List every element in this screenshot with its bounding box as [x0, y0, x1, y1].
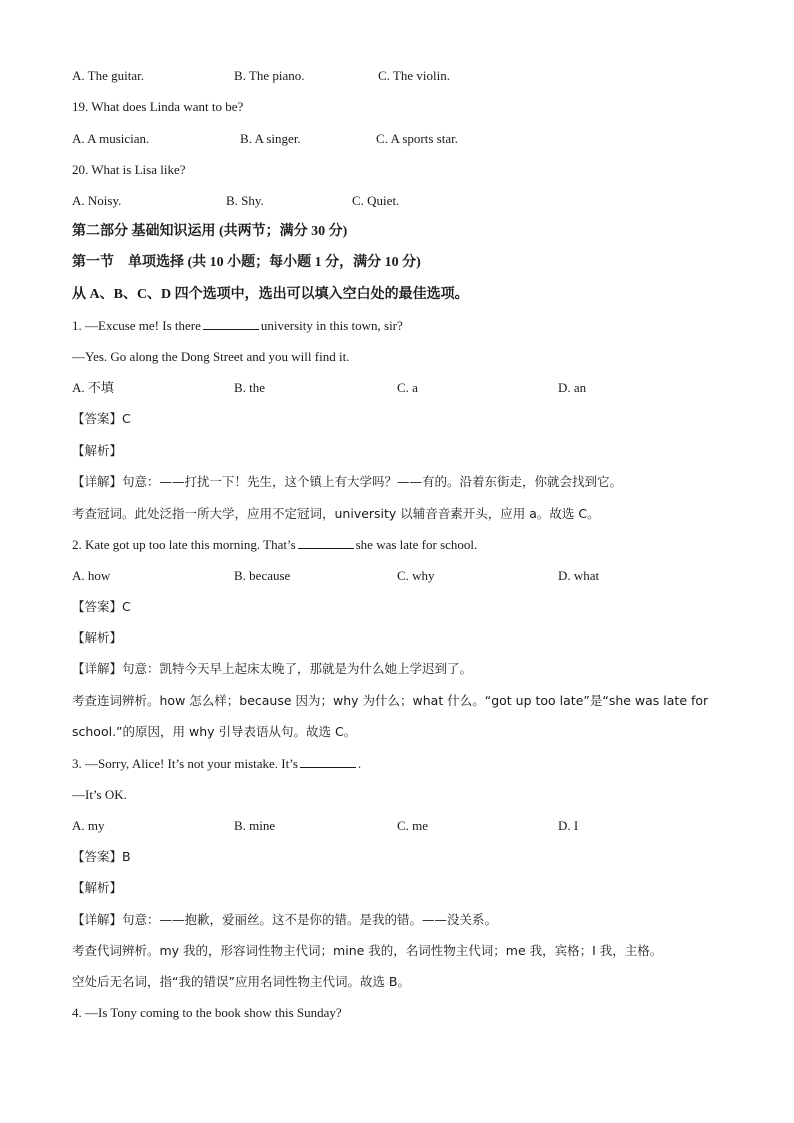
option-b: B. The piano. — [234, 68, 305, 83]
option-a: A. The guitar. — [72, 68, 144, 83]
q3-explain-2: 空处后无名词，指“我的错误”应用名词性物主代词。故选 B。 — [72, 974, 411, 989]
option-c: C. me — [397, 818, 429, 833]
q20-stem: 20. What is Lisa like? — [72, 162, 186, 177]
option-a: A. my — [72, 818, 105, 833]
option-a: A. how — [72, 568, 111, 583]
section-heading: 第一节 单项选择 (共 10 小题；每小题 1 分，满分 10 分) — [72, 255, 421, 270]
option-a: A. A musician. — [72, 131, 150, 146]
option-d: D. I — [558, 818, 579, 833]
q1-detail: 【详解】句意：——打扰一下！先生，这个镇上有大学吗？——有的。沿着东街走，你就会找到它。 — [72, 474, 623, 489]
option-c: C. Quiet. — [352, 193, 400, 208]
q3-analysis-label: 【解析】 — [72, 880, 123, 895]
q3-stem: 3. —Sorry, Alice! It’s not your mistake. It’s . — [72, 756, 362, 771]
option-a: A. Noisy. — [72, 193, 122, 208]
option-c: C. a — [397, 380, 418, 395]
option-c: C. The violin. — [378, 68, 450, 83]
q1-analysis-label: 【解析】 — [72, 443, 123, 458]
q2-stem: 2. Kate got up too late this morning. That’s she was late for school. — [72, 537, 478, 552]
option-b: B. Shy. — [226, 193, 264, 208]
instruction: 从 A、B、C、D 四个选项中，选出可以填入空白处的最佳选项。 — [72, 287, 469, 302]
answer-blank — [298, 536, 354, 549]
q1-line2: —Yes. Go along the Dong Street and you will find it. — [72, 349, 350, 364]
q2-answer: 【答案】C — [72, 599, 131, 614]
answer-blank — [203, 317, 259, 330]
option-d: D. what — [558, 568, 600, 583]
q1-explain: 考查冠词。此处泛指一所大学，应用不定冠词，university 以辅音音素开头，应用 a。故选 C。 — [72, 506, 600, 521]
option-b: B. A singer. — [240, 131, 301, 146]
option-c: C. why — [397, 568, 435, 583]
part2-heading: 第二部分 基础知识运用 (共两节；满分 30 分) — [72, 224, 348, 239]
q2-analysis-label: 【解析】 — [72, 630, 123, 645]
q2-explain-1: 考查连词辨析。how 怎么样；because 因为；why 为什么；what 什么。“got up too late”是“she was late for — [72, 693, 709, 708]
option-d: D. an — [558, 380, 587, 395]
q1-answer: 【答案】C — [72, 411, 131, 426]
q1-stem: 1. —Excuse me! Is there university in this town, sir? — [72, 318, 403, 333]
q3-answer: 【答案】B — [72, 849, 131, 864]
q3-detail: 【详解】句意：——抱歉，爱丽丝。这不是你的错。是我的错。——没关系。 — [72, 912, 498, 927]
q3-explain-1: 考查代词辨析。my 我的，形容词性物主代词；mine 我的，名词性物主代词；me 我，宾格；I 我，主格。 — [72, 943, 663, 958]
q4-stem: 4. —Is Tony coming to the book show this Sunday? — [72, 1005, 342, 1020]
q19-stem: 19. What does Linda want to be? — [72, 99, 244, 114]
answer-blank — [300, 755, 356, 768]
option-c: C. A sports star. — [376, 131, 458, 146]
q3-line2: —It’s OK. — [72, 787, 127, 802]
option-b: B. mine — [234, 818, 276, 833]
option-b: B. the — [234, 380, 266, 395]
option-a: A. 不填 — [72, 380, 114, 395]
q2-detail: 【详解】句意：凯特今天早上起床太晚了，那就是为什么她上学迟到了。 — [72, 661, 473, 676]
q2-explain-2: school.”的原因，用 why 引导表语从句。故选 C。 — [72, 724, 357, 739]
option-b: B. because — [234, 568, 291, 583]
